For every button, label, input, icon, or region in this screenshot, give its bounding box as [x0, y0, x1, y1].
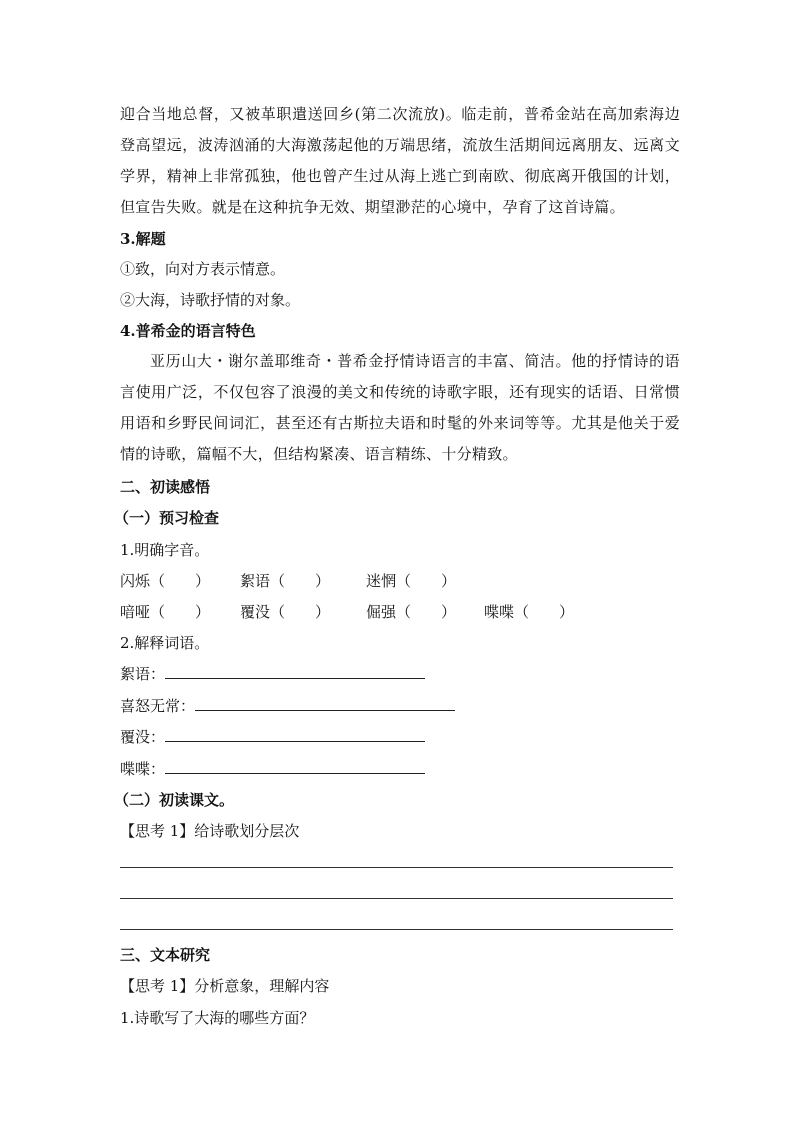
question-pronunciation: 1.明确字音。: [120, 541, 210, 559]
section-4-heading: 4.普希金的语言特色: [120, 322, 256, 340]
part-2-heading: 二、初读感悟: [120, 478, 211, 496]
answer-blank[interactable]: [195, 696, 455, 711]
term-label: 覆没：: [120, 728, 166, 746]
answer-line[interactable]: [120, 929, 673, 930]
term-label: 喜怒无常：: [120, 697, 196, 715]
part-3-heading: 三、文本研究: [120, 946, 211, 964]
answer-line[interactable]: [120, 867, 673, 868]
answer-blank[interactable]: [165, 727, 425, 742]
pronunciation-item[interactable]: 絮语（ ）: [240, 572, 331, 590]
pronunciation-item[interactable]: 迷惘（ ）: [366, 572, 457, 590]
term-row: [120, 664, 425, 684]
answer-line[interactable]: [120, 898, 673, 899]
subsection-2-heading: （二）初读课文。: [114, 791, 235, 809]
pronunciation-item[interactable]: 倔强（ ）: [366, 603, 457, 621]
section-3-item-2: ②大海，诗歌抒情的对象。: [120, 291, 301, 309]
section-4-paragraph: 亚历山大・谢尔盖耶维奇・普希金抒情诗语言的丰富、简洁。他的抒情诗的语言使用广泛，不仅包容了浪漫的美文和传统的诗歌字眼，还有现实的话语、日常惯用语和乡野民间词汇，甚至还有古斯拉夫语和时髦的外来词等等。尤其是他关于爱情的诗歌，篇幅不大，但结构紧凑、语言精练、十分精致。: [120, 352, 680, 463]
term-row: [120, 727, 425, 747]
question-define-terms: 2.解释词语。: [120, 634, 210, 652]
term-label: 喋喋：: [120, 760, 166, 778]
subsection-1-heading: （一）预习检查: [114, 509, 220, 527]
section-3-item-1: ①致，向对方表示情意。: [120, 260, 286, 278]
pronunciation-item[interactable]: 喑哑（ ）: [120, 603, 211, 621]
think-prompt-layers: 【思考 1】给诗歌划分层次: [120, 822, 300, 840]
section-3-heading: 3.解题: [120, 230, 166, 248]
pronunciation-item[interactable]: 闪烁（ ）: [120, 572, 211, 590]
term-row: [120, 696, 455, 716]
term-label: 絮语：: [120, 665, 166, 683]
background-paragraph: 迎合当地总督，又被革职遣送回乡(第二次流放)。临走前，普希金站在高加索海边登高望远，波涛汹涌的大海激荡起他的万端思绪，流放生活期间远离朋友、远离文学界，精神上非常孤独，他也曾产生过从海上逃亡到南欧、彻底离开俄国的计划，但宣告失败。就是在这种抗争无效、期望渺茫的心境中，孕育了这首诗篇。: [120, 105, 680, 216]
term-row: [120, 759, 425, 779]
answer-blank[interactable]: [165, 664, 425, 679]
think-prompt-imagery: 【思考 1】分析意象，理解内容: [120, 977, 330, 995]
pronunciation-item[interactable]: 喋喋（ ）: [484, 603, 575, 621]
question-sea-aspects: 1.诗歌写了大海的哪些方面？: [120, 1009, 315, 1027]
answer-blank[interactable]: [165, 759, 425, 774]
pronunciation-item[interactable]: 覆没（ ）: [240, 603, 331, 621]
